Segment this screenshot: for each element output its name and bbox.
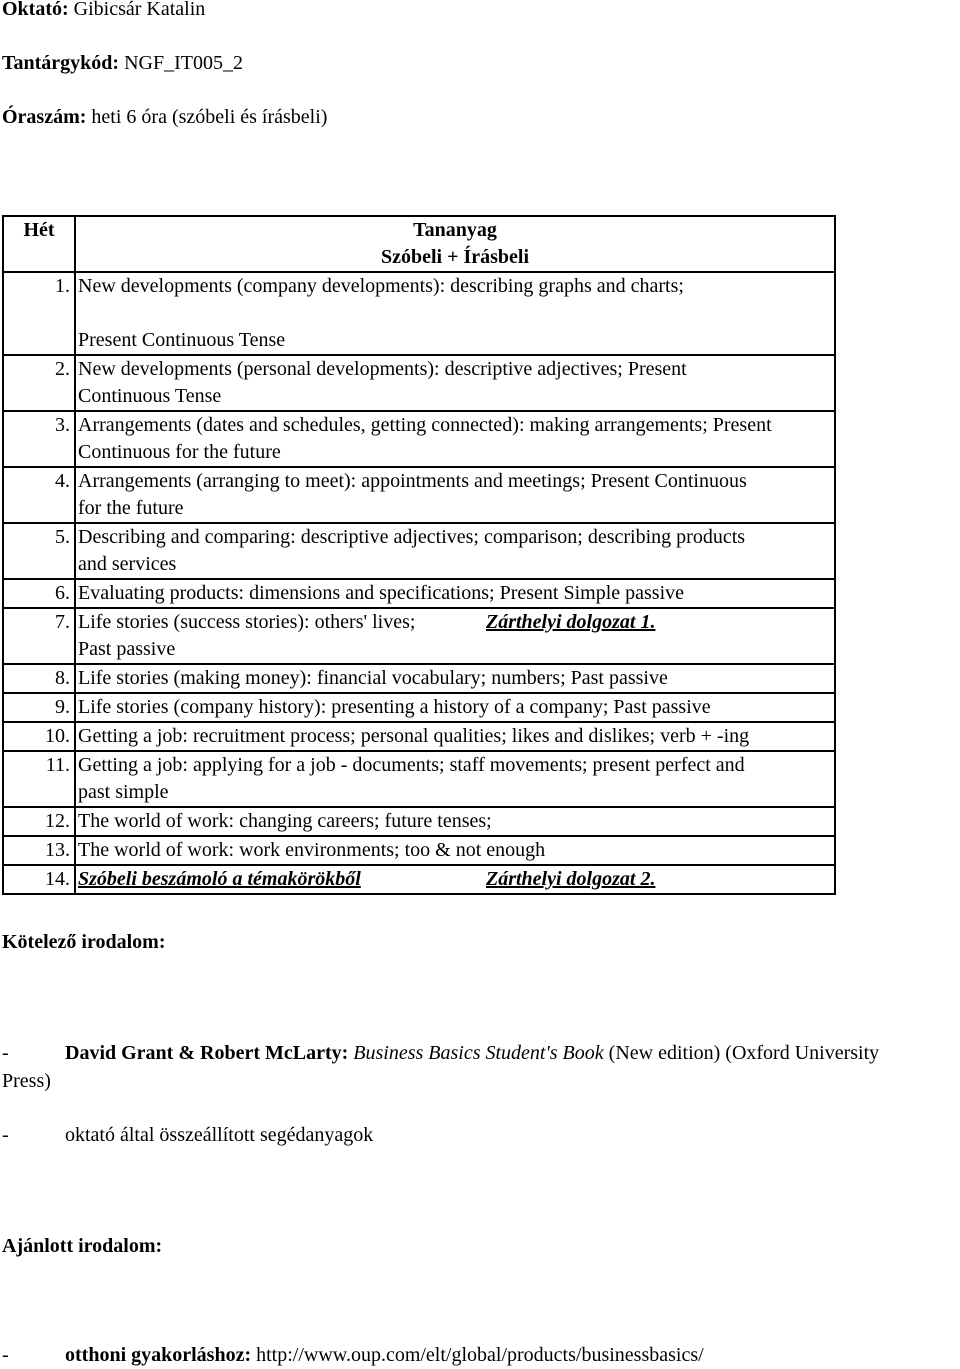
topic-line: Life stories (success stories): others' lives;: [78, 611, 416, 633]
hours-value: heti 6 óra (szóbeli és írásbeli): [86, 106, 328, 128]
table-row: [3, 836, 835, 865]
table-row: [3, 807, 835, 836]
course-code-label: Tantárgykód:: [2, 52, 120, 74]
week-number: 10.: [3, 722, 75, 751]
week-number: 7.: [3, 608, 75, 664]
topic-line: The world of work: changing careers; future tenses;: [78, 810, 492, 832]
book-title: Business Basics Student's Book: [353, 1042, 604, 1064]
hours-label: Óraszám:: [2, 106, 87, 128]
topic-cell: [75, 467, 835, 523]
topic-cell: [75, 355, 835, 411]
blank-line: [78, 300, 834, 327]
required-item-1: [65, 1040, 879, 1067]
course-code-line: [2, 50, 243, 77]
midterm-test-label: Zárthelyi dolgozat 1.: [486, 611, 656, 633]
week-number: 2.: [3, 355, 75, 411]
table-row: [3, 523, 835, 579]
topic-cell: [75, 664, 835, 693]
topic-line: for the future: [78, 497, 184, 519]
week-number: 1.: [3, 272, 75, 355]
week-number: 9.: [3, 693, 75, 722]
table-row: [3, 751, 835, 807]
topic-cell: [75, 523, 835, 579]
week-number: 11.: [3, 751, 75, 807]
topic-line: Present Continuous Tense: [78, 329, 286, 351]
topic-line: and services: [78, 553, 177, 575]
topic-cell: [75, 411, 835, 467]
topic-line: Getting a job: applying for a job - documents; staff movements; present perfect and: [78, 754, 745, 776]
topic-cell: [75, 272, 835, 355]
required-literature-heading: Kötelező irodalom:: [2, 931, 166, 953]
week-number: 14.: [3, 865, 75, 894]
topic-line: Life stories (company history): presenting a history of a company; Past passive: [78, 696, 711, 718]
topic-line: Past passive: [78, 638, 176, 660]
syllabus-table: [2, 215, 836, 895]
topic-cell: [75, 751, 835, 807]
topic-line: New developments (personal developments): descriptive adjectives; Present: [78, 358, 687, 380]
week-number: 6.: [3, 579, 75, 608]
topic-line: Evaluating products: dimensions and specifications; Present Simple passive: [78, 582, 685, 604]
instructor-value: Gibicsár Katalin: [68, 0, 206, 20]
week-number: 13.: [3, 836, 75, 865]
course-code-value: NGF_IT005_2: [119, 52, 243, 74]
week-number: 12.: [3, 807, 75, 836]
topic-line: Life stories (making money): financial vocabulary; numbers; Past passive: [78, 667, 668, 689]
oral-report-label: Szóbeli beszámoló a témakörökből: [78, 868, 361, 890]
topic-line: Continuous Tense: [78, 385, 222, 407]
topic-cell: [75, 608, 835, 664]
recommended-item-1: [65, 1342, 704, 1369]
home-practice-label: otthoni gyakorláshoz:: [65, 1344, 252, 1366]
topic-line: The world of work: work environments; too & not enough: [78, 839, 546, 861]
content-header-title: Tananyag: [413, 219, 497, 241]
topic-line: Getting a job: recruitment process; personal qualities; likes and dislikes; verb + -ing: [78, 725, 750, 747]
week-number: 4.: [3, 467, 75, 523]
instructor-label: Oktató:: [2, 0, 69, 20]
topic-line: Arrangements (dates and schedules, getting connected): making arrangements; Present: [78, 414, 772, 436]
recommended-item-dash: -: [2, 1344, 9, 1366]
table-row: [3, 608, 835, 664]
topic-line: past simple: [78, 781, 169, 803]
required-item-dash: -: [2, 1124, 9, 1146]
content-header-subtitle: Szóbeli + Írásbeli: [380, 246, 530, 268]
topic-cell: [75, 579, 835, 608]
required-item-dash: -: [2, 1042, 9, 1064]
week-number: 8.: [3, 664, 75, 693]
week-header: Hét: [3, 216, 75, 272]
table-row: [3, 664, 835, 693]
recommended-literature-heading: Ajánlott irodalom:: [2, 1235, 163, 1257]
topic-cell: [75, 865, 835, 894]
table-row: [3, 272, 835, 355]
topic-line: Arrangements (arranging to meet): appointments and meetings; Present Continuous: [78, 470, 747, 492]
book-publisher-continued: Press): [2, 1070, 51, 1092]
week-number: 5.: [3, 523, 75, 579]
table-row: [3, 411, 835, 467]
instructor-line: [2, 0, 205, 23]
table-row: [3, 865, 835, 894]
topic-cell: [75, 807, 835, 836]
midterm-test-label: Zárthelyi dolgozat 2.: [486, 868, 656, 890]
resource-url[interactable]: http://www.oup.com/elt/global/products/businessbasics/: [251, 1344, 704, 1366]
table-header-row: [3, 216, 835, 272]
table-row: [3, 693, 835, 722]
topic-line: New developments (company developments): describing graphs and charts;: [78, 275, 684, 297]
topic-cell: [75, 722, 835, 751]
table-row: [3, 722, 835, 751]
table-row: [3, 355, 835, 411]
topic-line: Describing and comparing: descriptive adjectives; comparison; describing products: [78, 526, 746, 548]
hours-line: [2, 104, 327, 131]
content-header: [75, 216, 835, 272]
topic-cell: [75, 693, 835, 722]
table-row: [3, 467, 835, 523]
topic-line: Continuous for the future: [78, 441, 281, 463]
table-row: [3, 579, 835, 608]
topic-cell: [75, 836, 835, 865]
required-item-2: oktató által összeállított segédanyagok: [65, 1124, 374, 1146]
book-publisher: (New edition) (Oxford University: [603, 1042, 880, 1064]
week-number: 3.: [3, 411, 75, 467]
book-authors: David Grant & Robert McLarty:: [65, 1042, 349, 1064]
